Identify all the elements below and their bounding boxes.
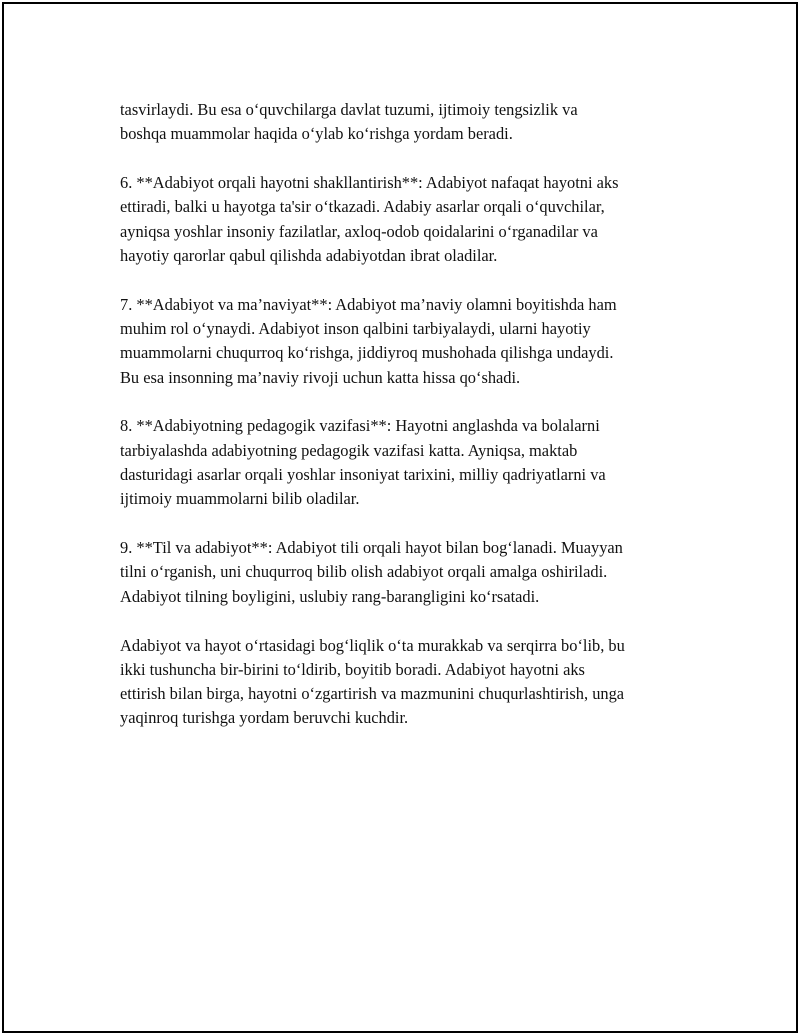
text-line: hayotiy qarorlar qabul qilishda adabiyotdan ibrat oladilar.: [120, 245, 498, 265]
text-line: dasturidagi asarlar orqali yoshlar insoniyat tarixini, milliy qadriyatlarni va: [120, 465, 606, 485]
text-line: ikki tushuncha bir-birini to‘ldirib, boyitib boradi. Adabiyot hayotni aks: [120, 659, 585, 679]
text-line: tasvirlaydi. Bu esa o‘quvchilarga davlat tuzumi, ijtimoiy tengsizlik va: [120, 100, 578, 119]
paragraph-item-8: [120, 414, 700, 511]
paragraph-continuation: [120, 98, 700, 147]
text-line: ijtimoiy muammolarni bilib oladilar.: [120, 489, 360, 509]
text-line: boshqa muammolar haqida o‘ylab ko‘rishga yordam beradi.: [120, 124, 513, 144]
text-line: muammolarni chuqurroq ko‘rishga, jiddiyroq mushohada qilishga undaydi.: [120, 343, 614, 363]
text-line: muhim rol o‘ynaydi. Adabiyot inson qalbini tarbiyalaydi, ularni hayotiy: [120, 319, 591, 339]
text-line: ettirish bilan birga, hayotni o‘zgartirish va mazmunini chuqurlashtirish, unga: [120, 684, 625, 704]
paragraph-item-9: [120, 536, 700, 609]
paragraph-item-6: [120, 171, 700, 268]
text-line: 8. **Adabiyotning pedagogik vazifasi**: Hayotni anglashda va bolalarni: [120, 416, 600, 436]
text-line: tilni o‘rganish, uni chuqurroq bilib olish adabiyot orqali amalga oshiriladi.: [120, 562, 608, 582]
paragraph-item-7: [120, 293, 700, 390]
text-line: 7. **Adabiyot va ma’naviyat**: Adabiyot ma’naviy olamni boyitishda ham: [120, 294, 617, 314]
text-line: Bu esa insonning ma’naviy rivoji uchun katta hissa qo‘shadi.: [120, 367, 521, 387]
text-line: 6. **Adabiyot orqali hayotni shakllantirish**: Adabiyot nafaqat hayotni aks: [120, 173, 619, 193]
text-line: ettiradi, balki u hayotga ta'sir o‘tkazadi. Adabiy asarlar orqali o‘quvchilar,: [120, 197, 605, 217]
text-line: tarbiyalashda adabiyotning pedagogik vazifasi katta. Ayniqsa, maktab: [120, 440, 578, 460]
text-line: ayniqsa yoshlar insoniy fazilatlar, axloq-odob qoidalarini o‘rganadilar va: [120, 221, 598, 241]
text-line: Adabiyot tilning boyligini, uslubiy rang-barangligini ko‘rsatadi.: [120, 586, 540, 606]
text-line: 9. **Til va adabiyot**: Adabiyot tili orqali hayot bilan bog‘lanadi. Muayyan: [120, 538, 623, 558]
text-line: Adabiyot va hayot o‘rtasidagi bog‘liqlik o‘ta murakkab va serqirra bo‘lib, bu: [120, 635, 625, 655]
document-body: [120, 98, 700, 755]
document-page: [2, 2, 798, 1033]
text-line: yaqinroq turishga yordam beruvchi kuchdir.: [120, 708, 409, 728]
paragraph-conclusion: [120, 634, 700, 731]
